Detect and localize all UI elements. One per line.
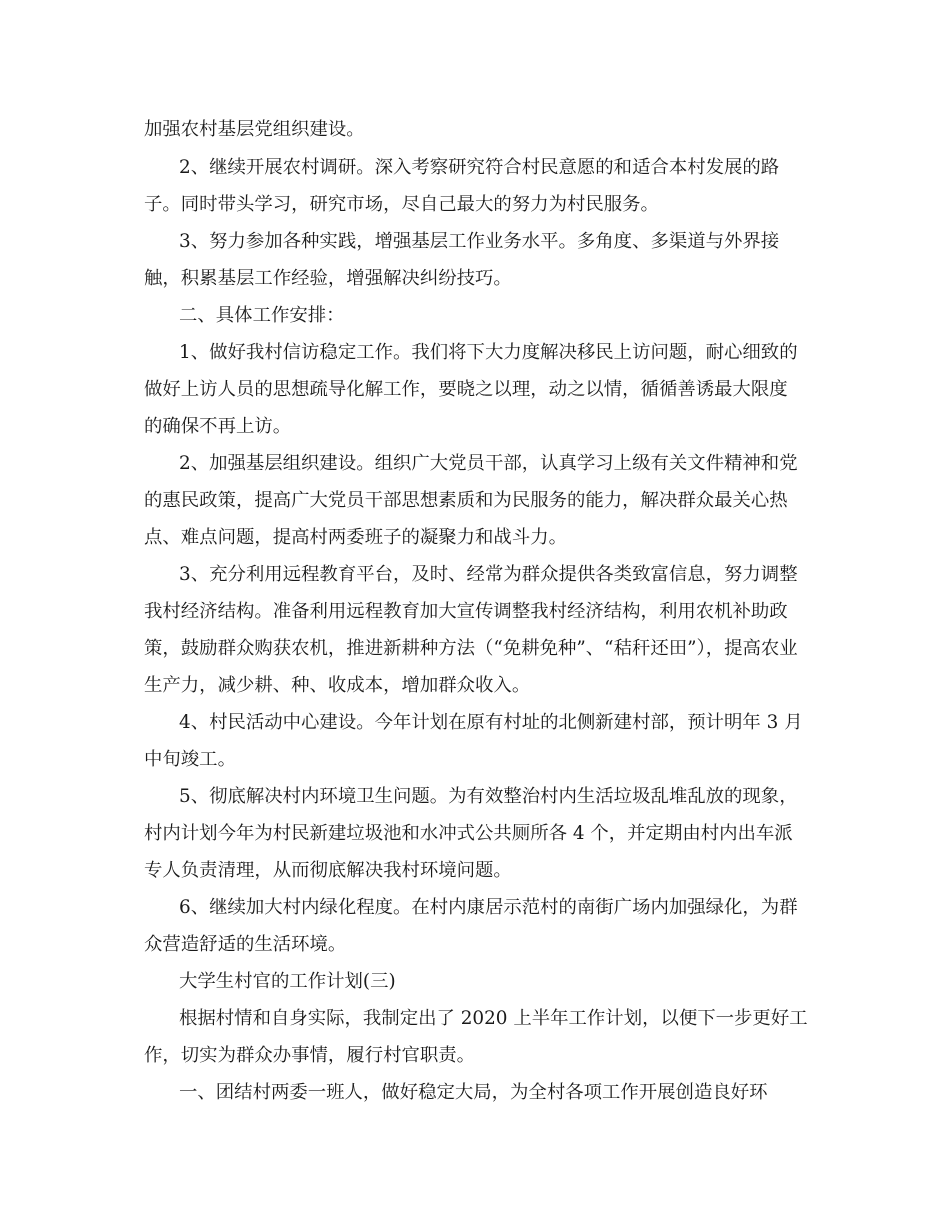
section-title: 大学生村官的工作计划(三) [179,971,396,992]
text-line: 生产力，减少耕、种、收成本，增加群众收入。 [144,675,531,696]
text-line: 6、继续加大村内绿化程度。在村内康居示范村的南街广场内加强绿化，为群 [179,897,798,918]
text-line: 中旬竣工。 [144,749,236,770]
text-line: 专人负责清理，从而彻底解决我村环境问题。 [144,860,512,881]
text-line: 策，鼓励群众购获农机，推进新耕种方法（“免耕免种”、“秸秆还田”），提高农业 [144,638,798,659]
text-line: 的确保不再上访。 [144,416,292,437]
text-line: 作，切实为群众办事情，履行村官职责。 [144,1045,476,1066]
text-line: 2、加强基层组织建设。组织广大党员干部，认真学习上级有关文件精神和党 [179,453,798,474]
text-line: 3、努力参加各种实践，增强基层工作业务水平。多角度、多渠道与外界接 [179,231,780,252]
text-line: 点、难点问题，提高村两委班子的凝聚力和战斗力。 [144,527,567,548]
text-line: 子。同时带头学习，研究市场，尽自己最大的努力为村民服务。 [144,194,659,215]
text-line: 根据村情和自身实际，我制定出了 2020 上半年工作计划，以便下一步更好工 [179,1008,808,1029]
text-line: 一、团结村两委一班人，做好稳定大局，为全村各项工作开展创造良好环 [179,1082,768,1103]
text-line: 4、村民活动中心建设。今年计划在原有村址的北侧新建村部，预计明年 3 月 [179,712,803,733]
section-heading: 二、具体工作安排： [179,305,345,326]
text-line: 我村经济结构。准备利用远程教育加大宣传调整我村经济结构，利用农机补助政 [144,601,788,622]
text-line: 3、充分利用远程教育平台，及时、经常为群众提供各类致富信息，努力调整 [179,564,798,585]
text-line: 做好上访人员的思想疏导化解工作，要晓之以理，动之以情，循循善诱最大限度 [144,379,788,400]
text-line: 村内计划今年为村民新建垃圾池和水冲式公共厕所各 4 个，并定期由村内出车派 [144,823,793,844]
text-line: 加强农村基层党组织建设。 [144,119,365,140]
text-line: 众营造舒适的生活环境。 [144,934,347,955]
text-line: 的惠民政策，提高广大党员干部思想素质和为民服务的能力，解决群众最关心热 [144,490,788,511]
text-line: 2、继续开展农村调研。深入考察研究符合村民意愿的和适合本村发展的路 [179,157,780,178]
text-line: 触，积累基层工作经验，增强解决纠纷技巧。 [144,268,512,289]
text-line: 5、彻底解决村内环境卫生问题。为有效整治村内生活垃圾乱堆乱放的现象， [179,786,798,807]
text-line: 1、做好我村信访稳定工作。我们将下大力度解决移民上访问题，耐心细致的 [179,342,798,363]
